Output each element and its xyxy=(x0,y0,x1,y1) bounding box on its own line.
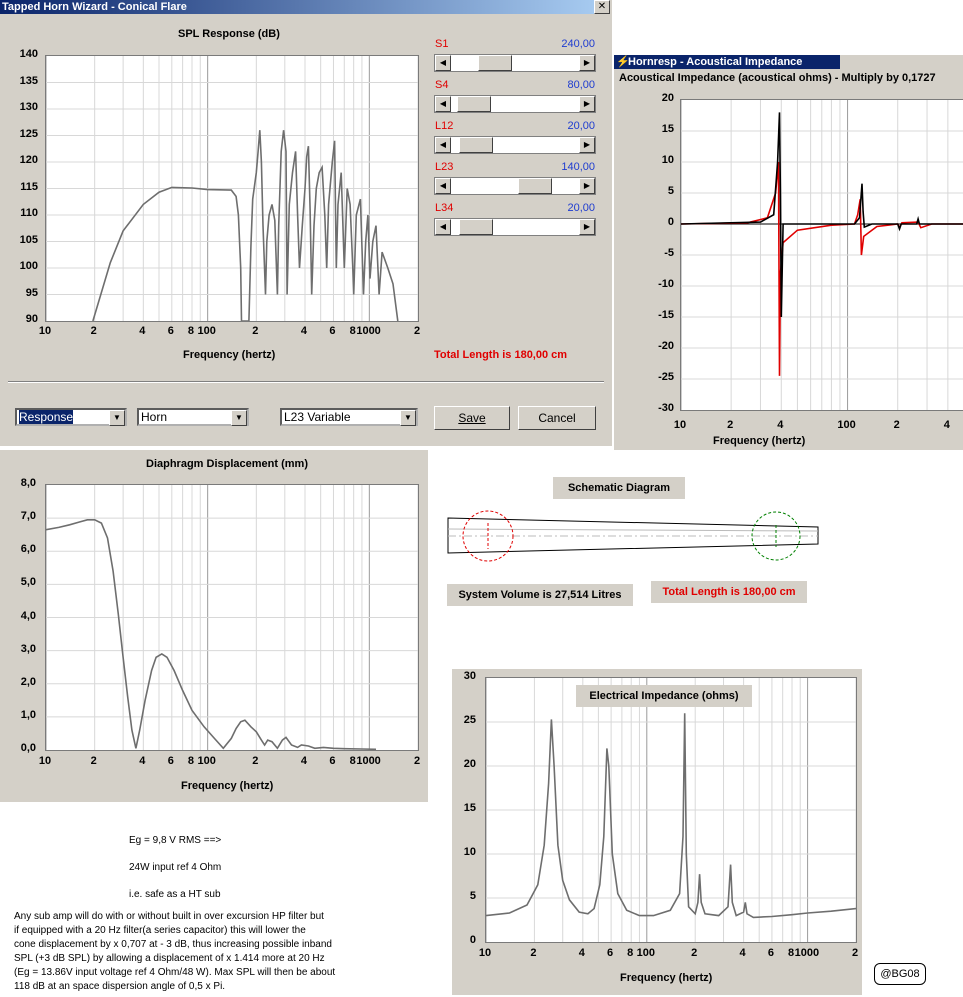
acoustic-titlebar xyxy=(614,55,840,69)
x-tick-label: 100 xyxy=(197,325,216,337)
note-paragraph-line: (Eg = 13.86V input voltage ref 4 Ohm/48 W). Max SPL will then be about xyxy=(14,967,336,978)
wizard-titlebar xyxy=(0,0,594,14)
slider-thumb[interactable] xyxy=(478,55,512,71)
x-tick-label: 6 xyxy=(329,755,336,767)
y-tick-label: 5,0 xyxy=(20,576,36,589)
variable-select-value: L23 Variable xyxy=(284,410,351,424)
separator xyxy=(8,381,604,383)
y-tick-label: 7,0 xyxy=(20,510,36,523)
x-tick-label: 2 xyxy=(90,325,97,337)
x-tick-label: 4 xyxy=(777,419,784,431)
y-tick-label: 105 xyxy=(19,233,38,246)
note-line-1: Eg = 9,8 V RMS ==> xyxy=(129,835,222,846)
note-paragraph-line: SPL (+3 dB SPL) by allowing a displacement of x 1.414 more at 20 Hz xyxy=(14,953,325,964)
x-tick-label: 6 xyxy=(329,325,336,337)
x-tick-label: 6 xyxy=(167,325,174,337)
x-tick-label: 8 xyxy=(187,755,195,767)
electrical-title: Electrical Impedance (ohms) xyxy=(576,685,752,707)
x-tick-label: 2 xyxy=(530,947,537,959)
wizard-window xyxy=(0,0,612,446)
slider-l12[interactable] xyxy=(434,136,596,154)
x-tick-label: 2 xyxy=(893,419,900,431)
chevron-down-icon[interactable]: ▼ xyxy=(400,410,416,426)
schematic-diagram xyxy=(440,505,830,565)
displacement-xlabel: Frequency (hertz) xyxy=(181,780,274,792)
x-tick-label: 10 xyxy=(673,419,687,431)
y-tick-label: 30 xyxy=(463,670,476,682)
acoustic-window xyxy=(614,55,963,450)
x-tick-label: 8 xyxy=(187,325,195,337)
y-tick-label: 1,0 xyxy=(20,708,36,721)
slider-s1[interactable] xyxy=(434,54,596,72)
acoustic-title: Hornresp - Acoustical Impedance xyxy=(628,56,803,68)
y-tick-label: 3,0 xyxy=(20,642,36,655)
slider-label-s4: S4 xyxy=(435,79,449,91)
x-tick-label: 10 xyxy=(38,755,52,767)
chevron-right-icon[interactable]: ▶ xyxy=(579,219,595,235)
y-tick-label: 135 xyxy=(19,74,38,87)
chevron-left-icon[interactable]: ◀ xyxy=(435,96,451,112)
note-paragraph-line: Any sub amp will do with or without built in over excursion HP filter but xyxy=(14,911,324,922)
chevron-left-icon[interactable]: ◀ xyxy=(435,55,451,71)
electrical-plot xyxy=(485,677,857,943)
electrical-chart xyxy=(486,678,856,942)
y-tick-label: 120 xyxy=(19,154,38,166)
signature-badge: @BG08 xyxy=(874,963,926,985)
chevron-left-icon[interactable]: ◀ xyxy=(435,178,451,194)
slider-l23[interactable] xyxy=(434,177,596,195)
x-tick-label: 100 xyxy=(837,419,856,431)
acoustic-heading: Acoustical Impedance (acoustical ohms) - Multiply by 0,1727 xyxy=(619,72,936,84)
displacement-title: Diaphragm Displacement (mm) xyxy=(146,458,308,470)
lightning-icon: ⚡ xyxy=(616,56,630,68)
horn-select-value: Horn xyxy=(141,410,168,424)
x-tick-label: 8 xyxy=(787,947,795,959)
x-tick-label: 6 xyxy=(767,947,774,959)
y-tick-label: 115 xyxy=(20,180,38,193)
displacement-chart xyxy=(46,485,418,750)
x-tick-label: 4 xyxy=(300,755,308,767)
y-tick-label: 6,0 xyxy=(20,543,36,556)
y-tick-label: -20 xyxy=(658,340,674,352)
chevron-right-icon[interactable]: ▶ xyxy=(579,178,595,194)
note-line-2: 24W input ref 4 Ohm xyxy=(129,862,222,873)
slider-l34[interactable] xyxy=(434,218,596,236)
x-tick-label: 8 xyxy=(627,947,634,959)
x-tick-label: 1000 xyxy=(794,947,820,959)
displacement-plot xyxy=(45,484,419,751)
y-tick-label: 125 xyxy=(19,127,38,140)
displacement-window xyxy=(0,450,428,802)
spl-plot xyxy=(45,55,419,322)
y-tick-label: 0 xyxy=(469,934,476,946)
acoustic-chart xyxy=(681,100,963,410)
x-tick-label: 2 xyxy=(252,325,259,337)
y-tick-label: 0 xyxy=(667,216,674,228)
slider-thumb[interactable] xyxy=(457,96,491,112)
x-tick-label: 4 xyxy=(139,755,146,767)
y-tick-label: 2,0 xyxy=(20,675,36,688)
x-tick-label: 2 xyxy=(90,755,97,767)
y-tick-label: -25 xyxy=(658,371,674,383)
response-select-value: Response xyxy=(19,410,74,424)
chevron-down-icon[interactable]: ▼ xyxy=(231,410,247,426)
slider-label-s1: S1 xyxy=(435,38,449,50)
note-paragraph-line: 118 dB at an space dispersion angle of 0,5 x Pi. xyxy=(14,981,226,992)
slider-value-s1: 240,00 xyxy=(561,38,595,50)
spl-xlabel: Frequency (hertz) xyxy=(183,349,276,361)
chevron-right-icon[interactable]: ▶ xyxy=(579,137,595,153)
x-tick-label: 2 xyxy=(727,419,734,431)
y-tick-label: 100 xyxy=(19,260,38,272)
y-tick-label: 20 xyxy=(661,92,674,104)
response-select[interactable] xyxy=(15,408,127,426)
electrical-window xyxy=(452,669,862,995)
slider-value-s4: 80,00 xyxy=(567,79,595,91)
y-tick-label: 8,0 xyxy=(20,477,36,489)
slider-value-l34: 20,00 xyxy=(567,202,595,214)
slider-thumb[interactable] xyxy=(518,178,552,194)
spl-chart xyxy=(46,56,418,321)
note-paragraph-line: if equipped with a 20 Hz filter(a series capacitor) this will lower the xyxy=(14,925,306,936)
x-tick-label: 6 xyxy=(167,755,174,767)
chevron-right-icon[interactable]: ▶ xyxy=(579,96,595,112)
x-tick-label: 1000 xyxy=(356,325,381,337)
wizard-title: Tapped Horn Wizard - Conical Flare xyxy=(2,1,187,13)
y-tick-label: 140 xyxy=(19,48,38,60)
y-tick-label: 5 xyxy=(667,185,674,197)
x-tick-label: 10 xyxy=(478,947,492,959)
spl-title: SPL Response (dB) xyxy=(178,28,280,40)
y-tick-label: 0,0 xyxy=(20,742,36,754)
y-tick-label: 130 xyxy=(19,101,38,113)
y-tick-label: -15 xyxy=(658,309,674,321)
x-tick-label: 1000 xyxy=(356,755,381,767)
y-tick-label: 110 xyxy=(20,207,38,219)
x-tick-label: 4 xyxy=(739,947,746,959)
slider-value-l23: 140,00 xyxy=(561,161,595,173)
electrical-xlabel: Frequency (hertz) xyxy=(620,972,713,984)
schematic-title: Schematic Diagram xyxy=(553,477,685,499)
chevron-left-icon[interactable]: ◀ xyxy=(435,219,451,235)
x-tick-label: 8 xyxy=(349,755,356,767)
y-tick-label: 95 xyxy=(25,286,38,299)
slider-value-l12: 20,00 xyxy=(567,120,595,132)
variable-select[interactable] xyxy=(280,408,418,426)
x-tick-label: 100 xyxy=(636,947,655,959)
x-tick-label: 2 xyxy=(413,755,421,767)
x-tick-label: 100 xyxy=(197,755,216,767)
chevron-right-icon[interactable]: ▶ xyxy=(579,55,595,71)
horn-select[interactable] xyxy=(137,408,249,426)
x-tick-label: 2 xyxy=(252,755,259,767)
x-tick-label: 4 xyxy=(943,419,950,431)
slider-label-l12: L12 xyxy=(435,120,454,132)
close-icon[interactable]: ✕ xyxy=(594,0,610,14)
system-volume-label: System Volume is 27,514 Litres xyxy=(447,584,633,606)
x-tick-label: 4 xyxy=(578,947,585,959)
note-line-3: i.e. safe as a HT sub xyxy=(129,889,221,900)
chevron-down-icon[interactable]: ▼ xyxy=(109,410,125,426)
y-tick-label: 10 xyxy=(661,154,674,166)
y-tick-label: 20 xyxy=(463,758,476,770)
x-tick-label: 2 xyxy=(691,947,698,959)
acoustic-plot xyxy=(680,99,963,411)
note-paragraph-line: cone displacement by x 0,707 at - 3 dB, thus increasing possible inband xyxy=(14,939,332,950)
y-tick-label: 15 xyxy=(661,123,674,135)
schematic-total-length: Total Length is 180,00 cm xyxy=(651,581,807,603)
y-tick-label: 25 xyxy=(463,714,476,726)
slider-label-l34: L34 xyxy=(435,202,454,214)
slider-thumb[interactable] xyxy=(459,219,493,235)
y-tick-label: -10 xyxy=(658,278,674,290)
y-tick-label: -5 xyxy=(664,247,674,259)
total-length-label: Total Length is 180,00 cm xyxy=(434,349,568,361)
displacement-curve xyxy=(46,520,376,750)
x-tick-label: 4 xyxy=(300,325,308,337)
slider-s4[interactable] xyxy=(434,95,596,113)
y-tick-label: -30 xyxy=(658,402,674,414)
x-tick-label: 4 xyxy=(139,325,146,337)
y-tick-label: 90 xyxy=(25,313,38,325)
y-tick-label: 10 xyxy=(463,846,476,858)
save-button[interactable]: Save xyxy=(434,406,510,430)
x-tick-label: 6 xyxy=(607,947,614,959)
y-tick-label: 5 xyxy=(469,890,476,902)
acoustic-xlabel: Frequency (hertz) xyxy=(713,435,806,447)
cancel-button[interactable]: Cancel xyxy=(518,406,596,430)
y-tick-label: 4,0 xyxy=(20,609,36,622)
spl-curve xyxy=(93,130,398,321)
slider-thumb[interactable] xyxy=(459,137,493,153)
slider-label-l23: L23 xyxy=(435,161,454,173)
x-tick-label: 10 xyxy=(38,325,52,337)
x-tick-label: 2 xyxy=(413,325,421,337)
x-tick-label: 2 xyxy=(851,947,859,959)
y-tick-label: 15 xyxy=(463,802,476,814)
x-tick-label: 8 xyxy=(349,325,356,337)
chevron-left-icon[interactable]: ◀ xyxy=(435,137,451,153)
